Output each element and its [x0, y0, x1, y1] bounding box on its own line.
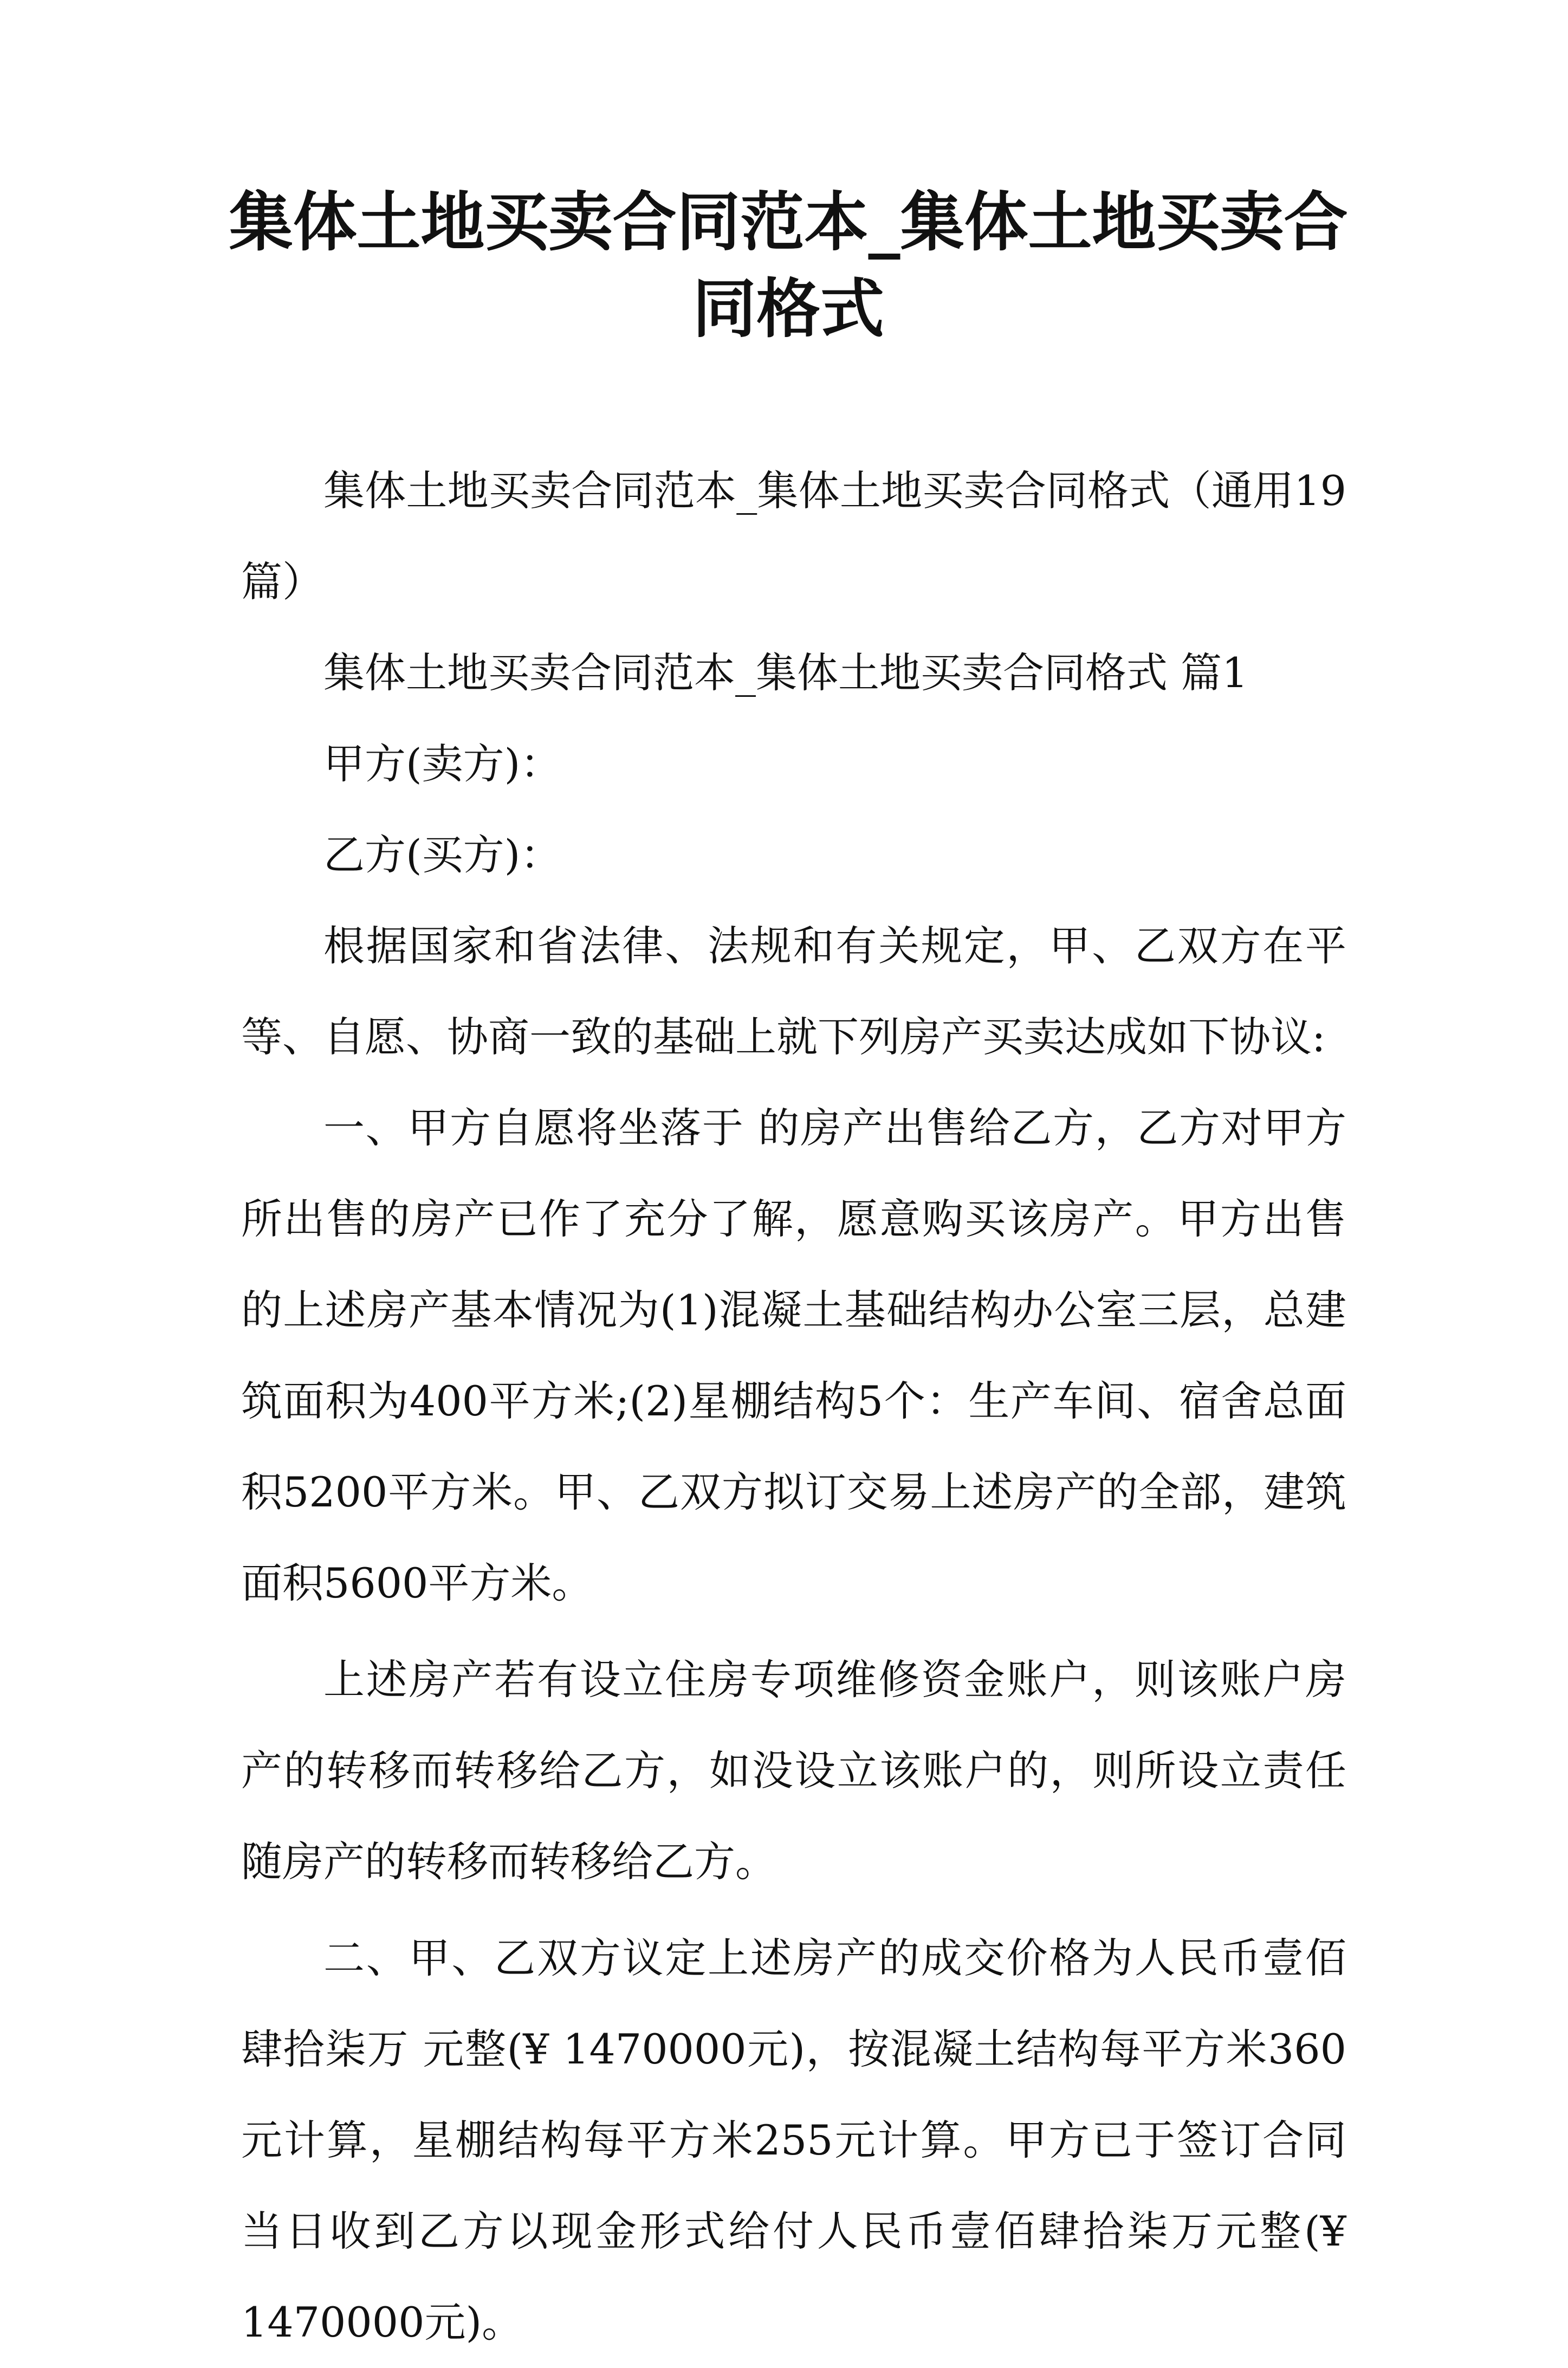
paragraph-maintenance-fund: 上述房产若有设立住房专项维修资金账户，则该账户房产的转移而转移给乙方，如没设立该账户的，则所设立责任随房产的转移而转移给乙方。: [241, 1655, 1346, 1886]
document-title: 集体土地买卖合同范本_集体土地买卖合同格式: [229, 184, 1348, 346]
document-body: [241, 445, 1346, 2368]
paragraph-clause-1: 一、甲方自愿将坐落于 的房产出售给乙方，乙方对甲方所出售的房产已作了充分了解，愿意购买该房产。甲方出售的上述房产基本情况为(1)混凝土基础结构办公室三层，总建筑面积为400平方米;(2)星棚结构5个：生产车间、宿舍总面积5200平方米。甲、乙双方拟订交易上述房产的全部，建筑面积5600平方米。: [241, 1104, 1346, 1607]
paragraph-clause-2: 二、甲、乙双方议定上述房产的成交价格为人民币壹佰肆拾柒万 元整(¥ 1470000元)，按混凝土结构每平方米360元计算，星棚结构每平方米255元计算。甲方已于签订合同当日收到乙方以现金形式给付人民币壹佰肆拾柒万元整(¥ 1470000元)。: [241, 1934, 1346, 2346]
paragraph-intro: 集体土地买卖合同范本_集体土地买卖合同格式（通用19篇）: [241, 467, 1346, 606]
paragraph-preamble: 根据国家和省法律、法规和有关规定，甲、乙双方在平等、自愿、协商一致的基础上就下列房产买卖达成如下协议:: [241, 922, 1346, 1061]
paragraph-party-a: 甲方(卖方)：: [323, 740, 562, 788]
paragraph-party-b: 乙方(买方)：: [323, 831, 562, 879]
paragraph-section-heading: 集体土地买卖合同范本_集体土地买卖合同格式 篇1: [323, 649, 1248, 697]
